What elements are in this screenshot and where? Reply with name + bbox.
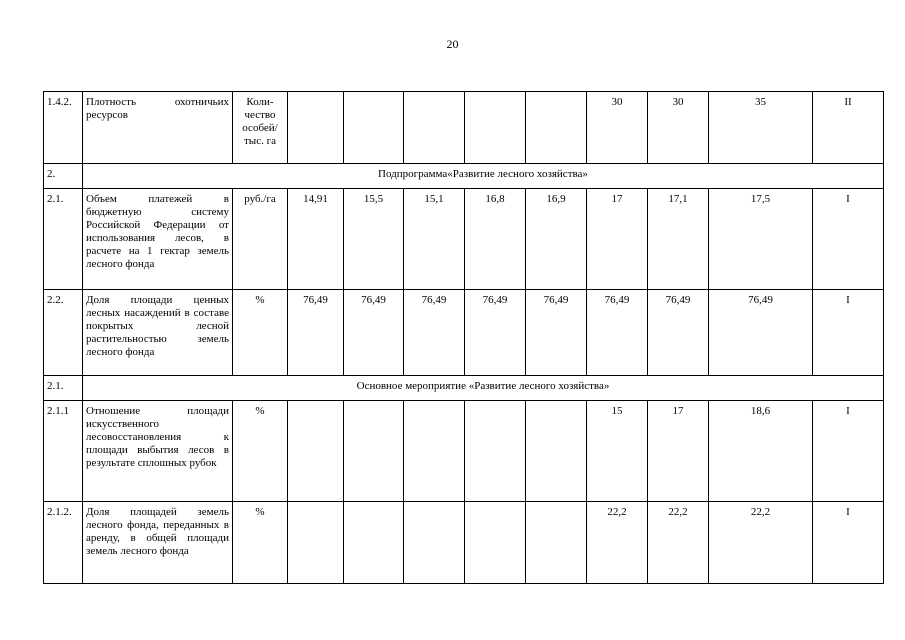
value-cell [288,92,344,164]
value-cell: 18,6 [709,401,813,502]
value-cell: 17,1 [648,189,709,290]
value-cell: 76,49 [344,290,404,376]
row-number: 2. [44,164,83,189]
indicator-name: Доля площади ценных лесных насаждений в составе покрытых лесной растительностью земель лесного фонда [83,290,233,376]
value-cell: 22,2 [587,502,648,584]
table-row [44,290,884,376]
row-number: 2.1.1 [44,401,83,502]
indicator-name: Доля площадей земель лесного фонда, переданных в аренду, в общей площади земель лесного фонда [83,502,233,584]
value-cell [288,401,344,502]
value-cell: 15 [587,401,648,502]
category-cell: I [813,290,884,376]
unit-cell: % [233,290,288,376]
value-cell: 76,49 [648,290,709,376]
value-cell: 22,2 [648,502,709,584]
value-cell: 76,49 [404,290,465,376]
value-cell: 15,5 [344,189,404,290]
table-row [44,92,884,164]
value-cell: 76,49 [526,290,587,376]
value-cell: 35 [709,92,813,164]
value-cell: 76,49 [288,290,344,376]
value-cell: 17 [587,189,648,290]
category-cell: I [813,401,884,502]
value-cell: 30 [587,92,648,164]
indicators-table [43,91,884,584]
value-cell [288,502,344,584]
value-cell [404,401,465,502]
value-cell [465,502,526,584]
unit-cell: % [233,502,288,584]
category-cell: I [813,502,884,584]
value-cell [344,401,404,502]
row-number: 2.1.2. [44,502,83,584]
value-cell: 14,91 [288,189,344,290]
unit-cell: % [233,401,288,502]
value-cell [404,502,465,584]
value-cell: 16,9 [526,189,587,290]
table-row [44,502,884,584]
value-cell [526,401,587,502]
value-cell: 30 [648,92,709,164]
row-number: 2.1. [44,189,83,290]
value-cell: 76,49 [709,290,813,376]
value-cell [344,92,404,164]
value-cell [526,502,587,584]
value-cell: 16,8 [465,189,526,290]
value-cell: 76,49 [465,290,526,376]
indicator-name: Отношение площади искусственного лесовосстановления к площади выбытия лесов в результате сплошных рубок [83,401,233,502]
table-row [44,189,884,290]
page-number: 20 [446,37,459,51]
indicator-name: Плотность охотничьих ресурсов [83,92,233,164]
row-number: 2.1. [44,376,83,401]
row-number: 1.4.2. [44,92,83,164]
category-cell: II [813,92,884,164]
value-cell: 17,5 [709,189,813,290]
value-cell: 76,49 [587,290,648,376]
value-cell [465,401,526,502]
value-cell [404,92,465,164]
category-cell: I [813,189,884,290]
unit-cell: руб./га [233,189,288,290]
section-title: Основное мероприятие «Развитие лесного хозяйства» [83,376,884,401]
indicator-name: Объем платежей в бюджетную систему Российской Федерации от использования лесов, в расчете на 1 гектар земель лесного фонда [83,189,233,290]
value-cell: 22,2 [709,502,813,584]
value-cell [526,92,587,164]
unit-cell: Коли-чество особей/ тыс. га [233,92,288,164]
value-cell [344,502,404,584]
table-row [44,401,884,502]
value-cell [465,92,526,164]
section-row [44,164,884,189]
value-cell: 15,1 [404,189,465,290]
row-number: 2.2. [44,290,83,376]
value-cell: 17 [648,401,709,502]
section-row [44,376,884,401]
section-title: Подпрограмма«Развитие лесного хозяйства» [83,164,884,189]
